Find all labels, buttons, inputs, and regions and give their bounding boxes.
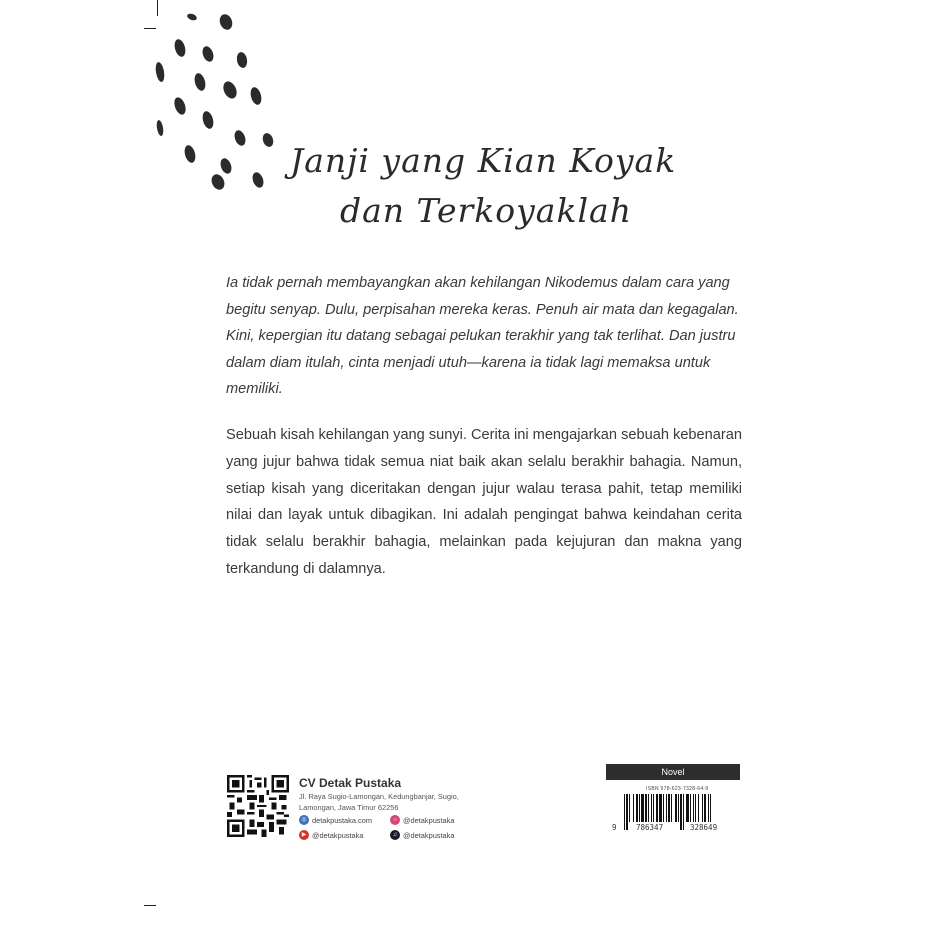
tiktok-icon: ♫ [390,830,400,840]
social-tiktok[interactable] [390,830,454,840]
barcode-bar [633,794,634,822]
barcode-bar [675,794,677,822]
barcode-bar [651,794,652,822]
barcode-bar [678,794,679,822]
youtube-label: @detakpustaka [312,830,364,840]
brush-dots-decoration [150,10,290,200]
barcode-bar [683,794,684,830]
barcode-bar [626,794,628,830]
barcode-bar [645,794,647,822]
isbn-group-1: 786347 [636,823,664,832]
barcode-bar [702,794,703,822]
barcode-bar [668,794,670,822]
barcode-bar [704,794,706,822]
barcode-bar [648,794,649,822]
isbn-group-2: 328649 [690,823,718,832]
instagram-icon: ○ [390,815,400,825]
isbn-first-digit: 9 [612,823,617,832]
barcode-bar [686,794,689,822]
barcode-bar [690,794,691,822]
barcode-bar [671,794,672,822]
book-title-line-2: dan Terkoyaklah [340,191,632,230]
social-website[interactable] [299,815,372,825]
book-title [290,136,710,236]
barcode-bar [653,794,654,822]
isbn-label: ISBN 978-623-7328-64-9 [646,786,709,792]
publisher-address: Jl. Raya Sugio-Lamongan, Kedungbanjar, Sugio, Lamongan, Jawa Timur 62256 [299,792,459,812]
barcode-bar [636,794,638,822]
barcode-bar [641,794,644,822]
barcode-bar [693,794,694,822]
barcode-bar [656,794,658,822]
synopsis-body: Sebuah kisah kehilangan yang sunyi. Cerita ini mengajarkan sebuah kebenaran yang jujur bahwa tidak semua niat baik akan selalu berakhir bahagia. Namun, setiap kisah yang diceritakan dengan jujur walau terasa pahit, tetap memiliki nilai dan layak untuk dibagikan. Ini adalah pengingat bahwa keindahan cerita tidak selalu berakhir bahagia, melainkan pada kejujuran dan makna yang terkandung di dalamnya. [226,427,742,577]
crop-mark-bottom-left-h [144,905,156,906]
barcode-bar [695,794,696,822]
website-label: detakpustaka.com [312,815,372,825]
barcode-bar [639,794,640,822]
publisher-name: CV Detak Pustaka [299,776,402,790]
qr-code [227,775,289,837]
synopsis-italic: Ia tidak pernah membayangkan akan kehilangan Nikodemus dalam cara yang begitu senyap. Dulu, perpisahan mereka keras. Penuh air mata dan kegagalan. Kini, kepergian itu datang sebagai pelukan terakhir yang tak terlihat. Dan justru dalam diam itulah, cinta menjadi utuh—karena ia tidak lagi memaksa untuk memiliki. [226,275,739,397]
barcode-bar [663,794,664,822]
youtube-icon: ▶ [299,830,309,840]
barcode-bar [624,794,625,830]
social-youtube[interactable] [299,830,363,840]
social-instagram[interactable] [390,815,454,825]
barcode-bar [659,794,662,822]
tiktok-label: @detakpustaka [403,830,455,840]
instagram-label: @detakpustaka [403,815,455,825]
barcode-bar [629,794,630,822]
globe-icon: ◎ [299,815,309,825]
barcode-bar [708,794,709,822]
barcode-bar [710,794,711,822]
barcode-bar [666,794,667,822]
barcode-bar [698,794,699,822]
genre-badge: Novel [606,764,740,780]
barcode-bar [680,794,682,830]
book-title-line-1: Janji yang Kian Koyak [290,141,677,180]
